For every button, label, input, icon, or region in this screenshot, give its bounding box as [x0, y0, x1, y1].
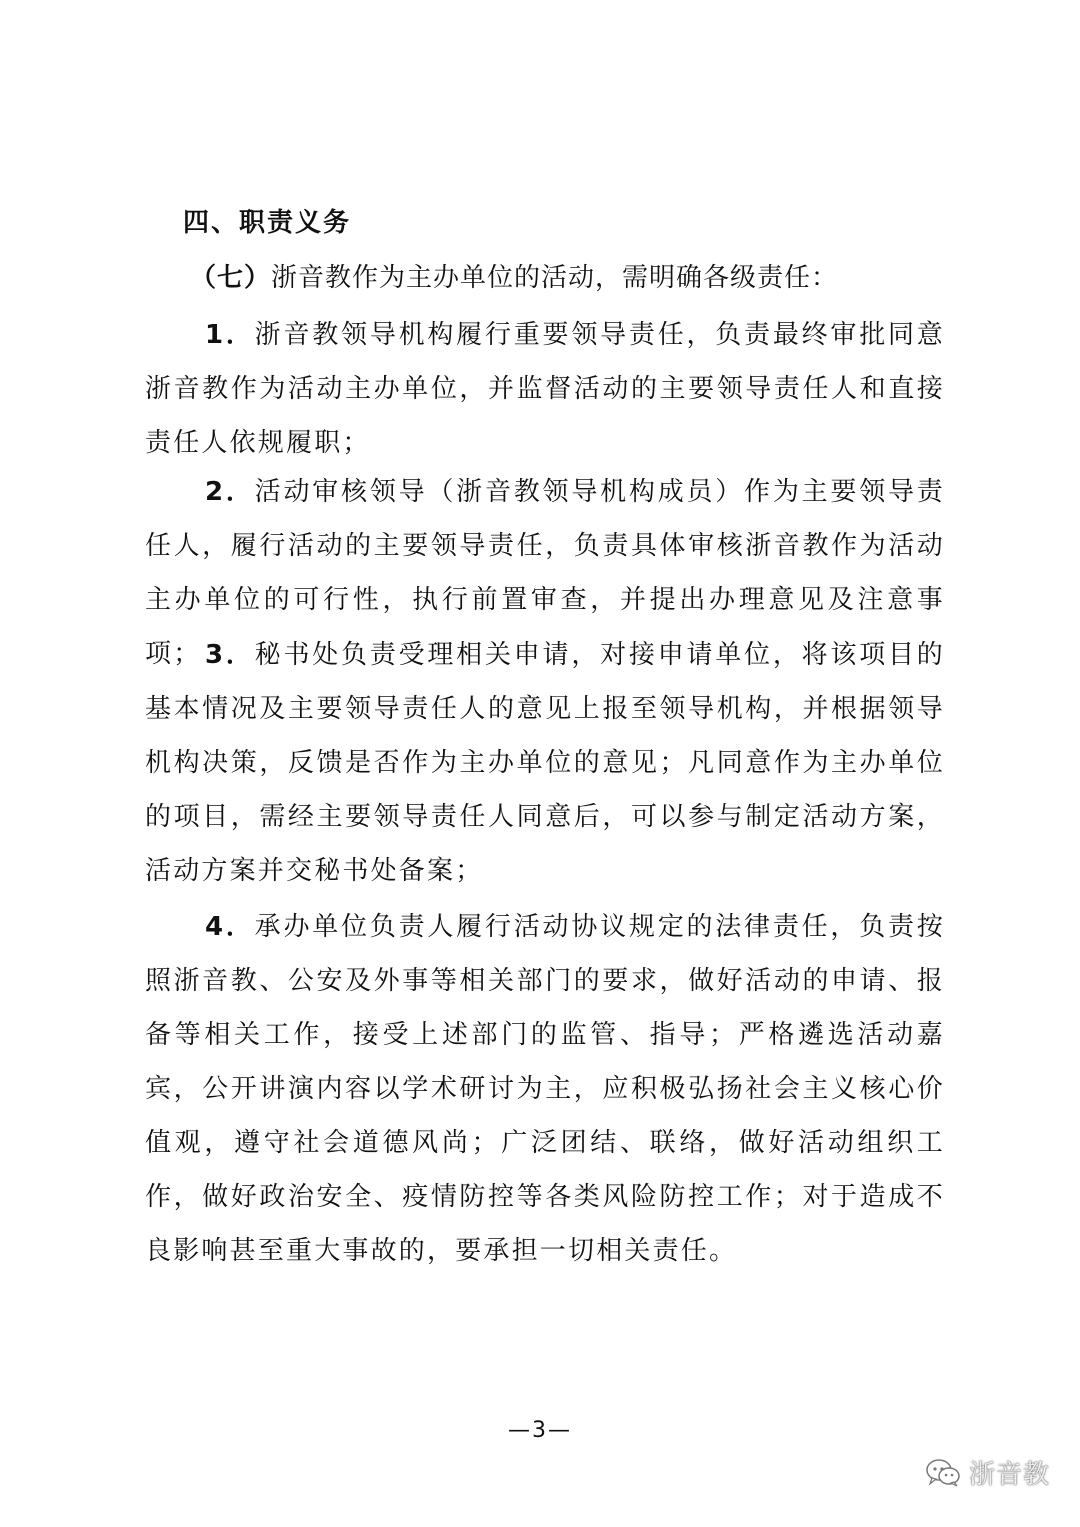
- wechat-icon: [925, 1458, 961, 1488]
- subheading: [190, 255, 838, 301]
- paragraph-text: 承办单位负责人履行活动协议规定的法律责任，负责按照浙音教、公安及外事等相关部门的要求，做好活动的申请、报备等相关工作，接受上述部门的监管、指导；严格遴选活动嘉宾，公开讲演内容以学术研讨为主，应积极弘扬社会主义核心价值观，遵守社会道德风尚；广泛团结、联络，做好活动组织工作，做好政治安全、疫情防控等各类风险防控工作；对于造成不良影响甚至重大事故的，要承担一切相关责任。: [145, 912, 945, 1266]
- paragraph-text: 秘书处负责受理相关申请，对接申请单位，将该项目的基本情况及主要领导责任人的意见上报至领导机构，并根据领导机构决策，反馈是否作为主办单位的意见；凡同意作为主办单位的项目，需经主要领导责任人同意后，可以参与制定活动方案，活动方案并交秘书处备案；: [145, 640, 945, 886]
- subheading-label: （七）: [190, 263, 272, 293]
- paragraph-4: [145, 900, 945, 1278]
- subheading-text: 浙音教作为主办单位的活动，需明确各级责任：: [271, 263, 839, 293]
- paragraph-number: 4．: [205, 912, 255, 942]
- paragraph-1: [145, 308, 945, 470]
- paragraph-number: 2．: [205, 477, 255, 507]
- paragraph-text: 浙音教领导机构履行重要领导责任，负责最终审批同意浙音教作为活动主办单位，并监督活动的主要领导责任人和直接责任人依规履职；: [145, 320, 945, 458]
- page-number: —3—: [508, 1418, 572, 1443]
- paragraph-3: [145, 628, 945, 898]
- paragraph-text: 活动审核领导（浙音教领导机构成员）作为主要领导责任人，履行活动的主要领导责任，负责具体审核浙音教作为活动主办单位的可行性，执行前置审查，并提出办理意见及注意事项；: [145, 477, 945, 669]
- paragraph-number: 1．: [205, 320, 255, 350]
- section-heading: 四、职责义务: [183, 208, 352, 238]
- watermark-text: 浙音教: [968, 1460, 1050, 1490]
- watermark: [925, 1454, 1050, 1491]
- paragraph-number: 3．: [205, 640, 255, 670]
